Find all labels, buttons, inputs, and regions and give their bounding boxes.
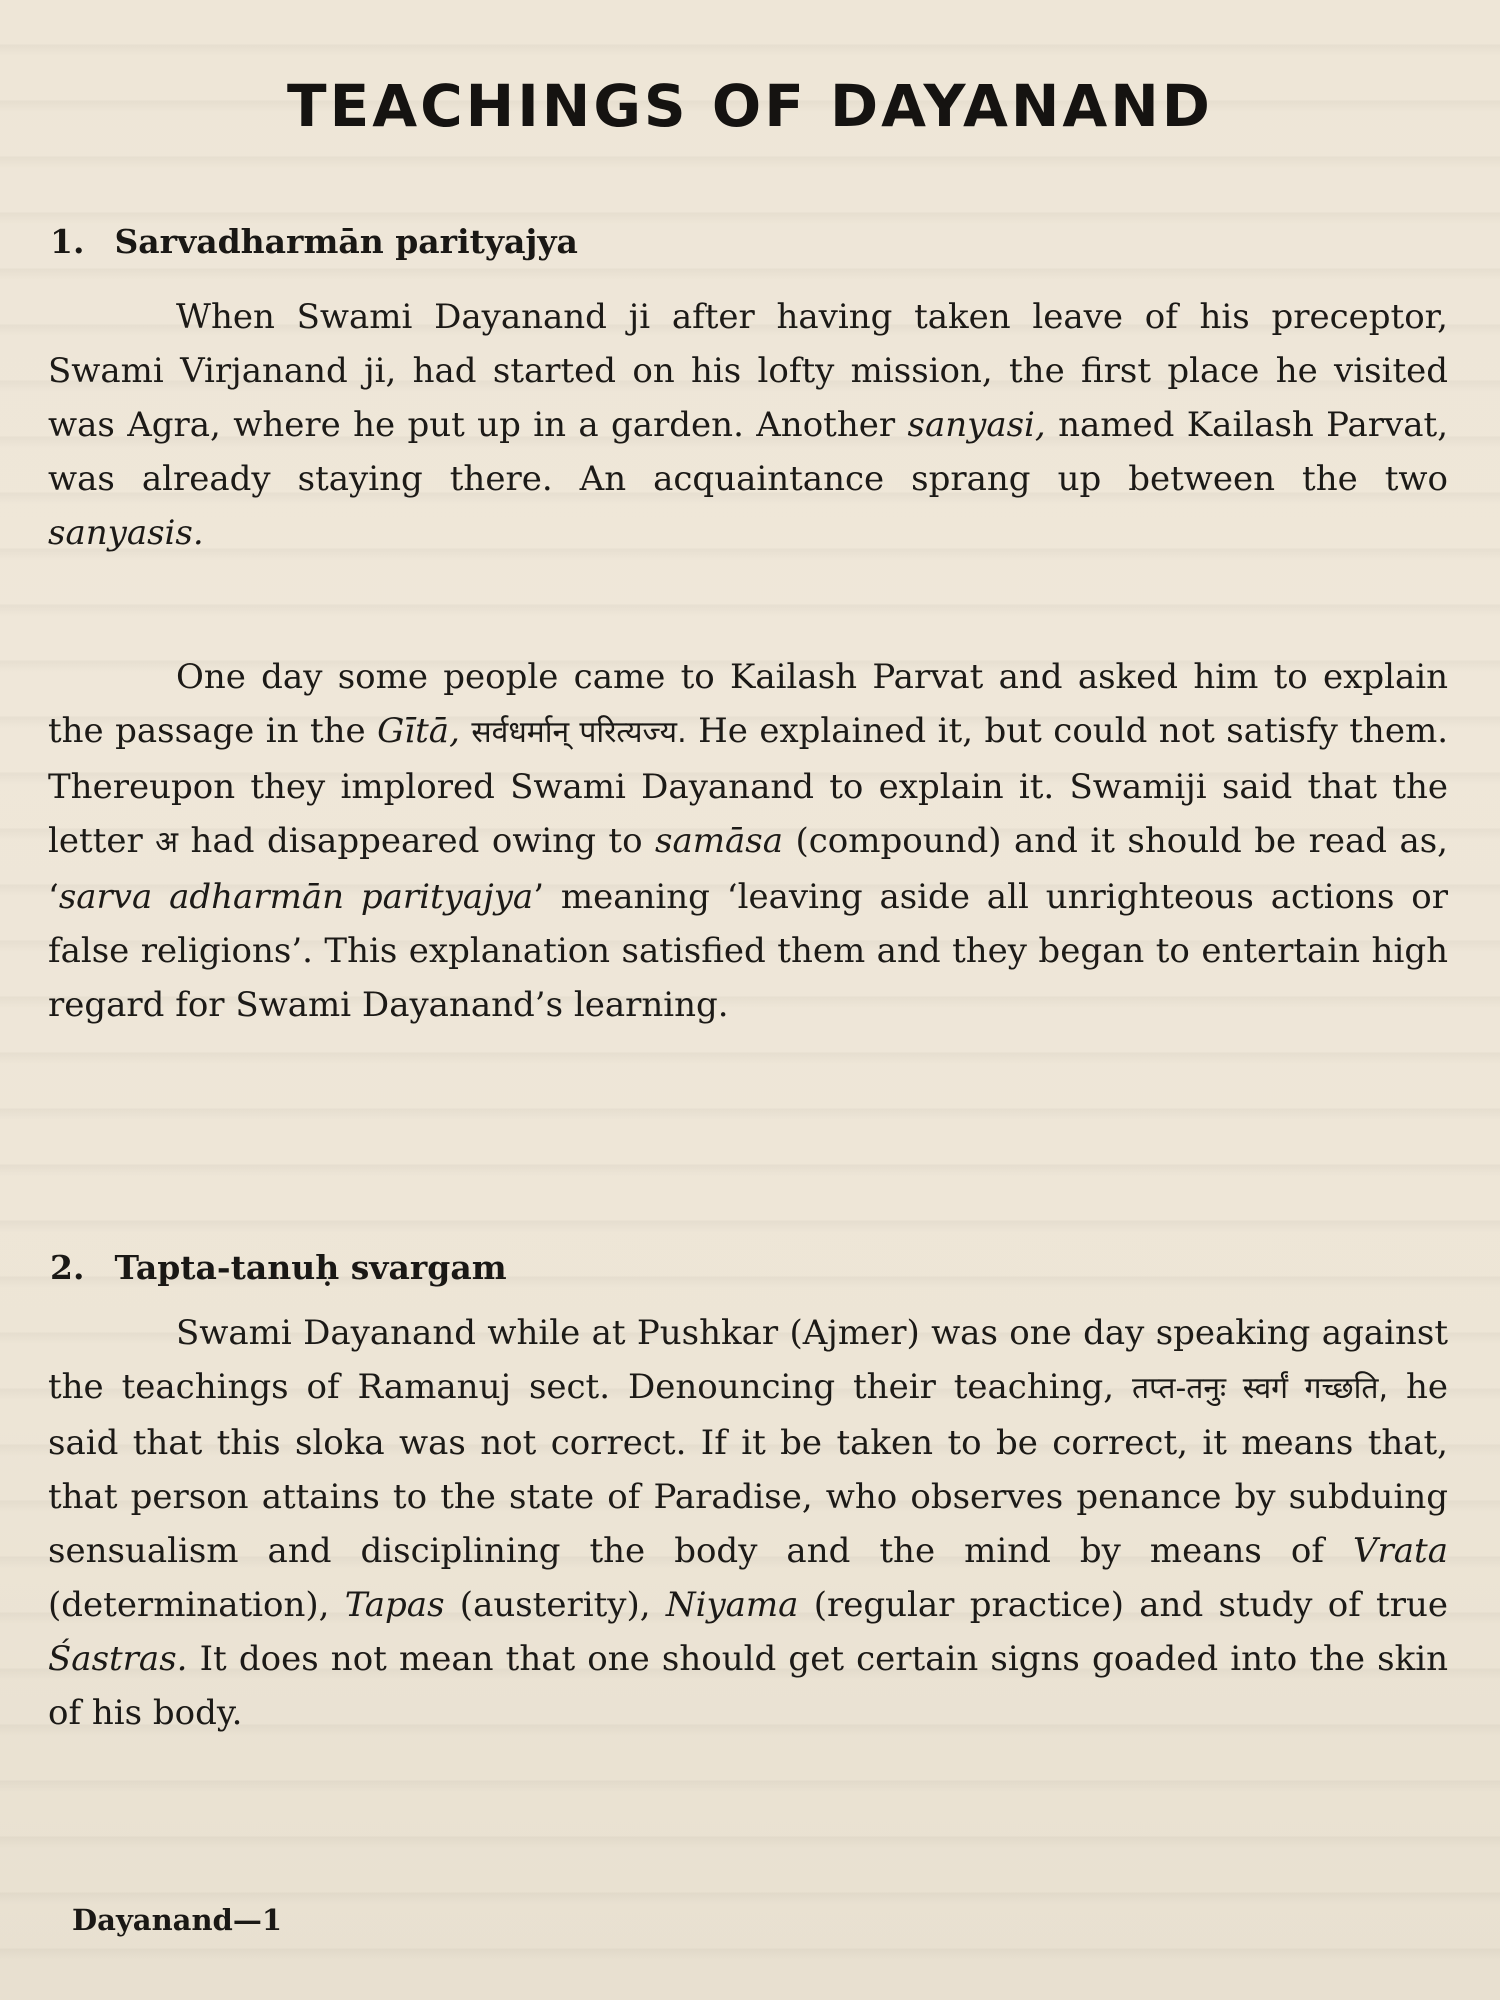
page-footer: Dayanand—1 (72, 1903, 282, 1937)
section-2-paragraph-1 (48, 1306, 1448, 1740)
section-title: Sarvadharmān parityajya (114, 222, 578, 261)
section-title: Tapta-tanuḥ svargam (114, 1248, 507, 1287)
page-title: TEACHINGS OF DAYANAND (287, 72, 1213, 140)
paragraph-text: Swami Dayanand while at Pushkar (Ajmer) was one day speaking against the teachings of Ramanuj sect. Denouncing their teaching, तप्त-तनुः स्वर्गं गच्छति, he said that this sloka was not correct. If it be taken to be correct, it means that, that person attains to the state of Paradise, who observes penance by subduing sensualism and disciplining the body and the mind by means of Vrata (determination), Tapas (austerity), Niyama (regular practice) and study of true Śastras. It does not mean that one should get certain signs goaded into the skin of his body. (48, 1313, 1448, 1733)
paragraph-text: One day some people came to Kailash Parvat and asked him to explain the passage in the Gītā, सर्वधर्मान् परित्यज्य. He explained it, but could not satisfy them. Thereupon they implored Swami Dayanand to explain it. Swamiji said that the letter अ had disappeared owing to samāsa (compound) and it should be read as, ‘sarva adharmān parityajya’ meaning ‘leaving aside all unrighteous actions or false religions’. This explanation satisfied them and they began to entertain high regard for Swami Dayanand’s learning. (48, 657, 1448, 1025)
section-1-paragraph-2 (48, 650, 1448, 1032)
section-number: 2. (50, 1248, 85, 1287)
section-1-heading (50, 222, 578, 261)
section-1-paragraph-1 (48, 290, 1448, 560)
section-2-heading (50, 1248, 507, 1287)
paragraph-text: When Swami Dayanand ji after having taken leave of his preceptor, Swami Virjanand ji, had started on his lofty mission, the first place he visited was Agra, where he put up in a garden. Another sanyasi, named Kailash Parvat, was already staying there. An acquaintance sprang up between the two sanyasis. (48, 297, 1449, 553)
section-number: 1. (50, 222, 85, 261)
